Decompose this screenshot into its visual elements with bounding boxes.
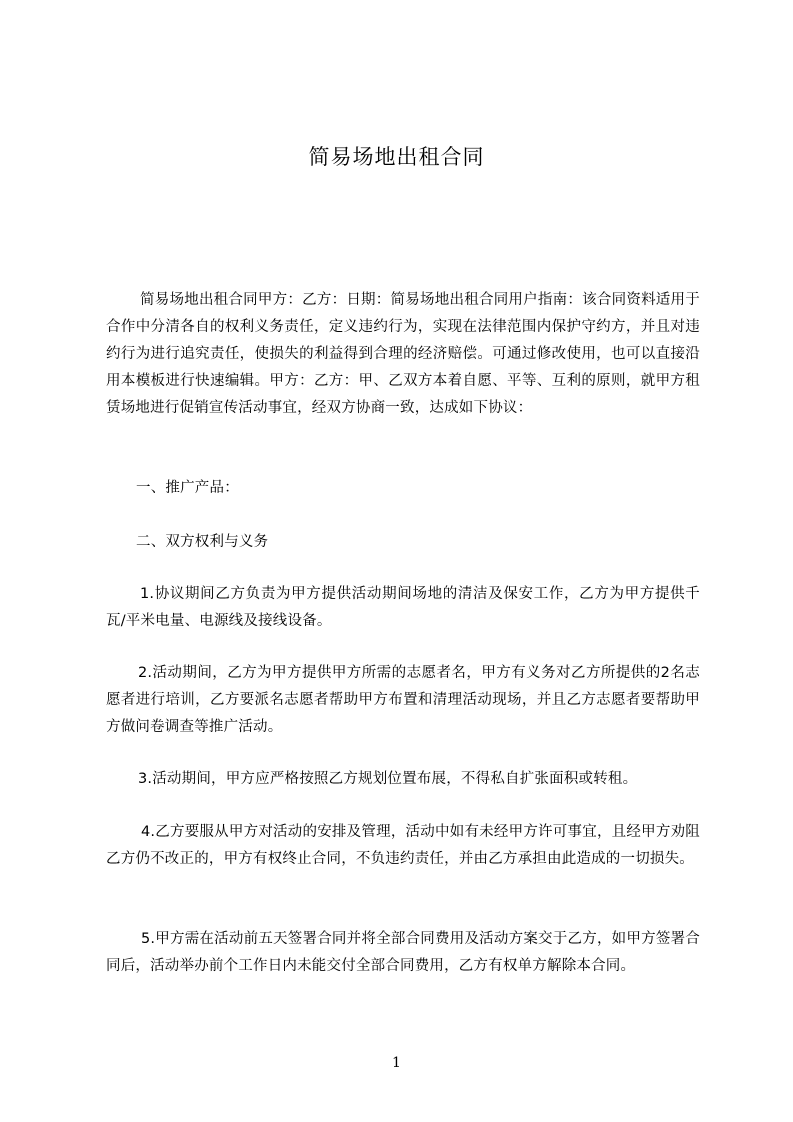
clause-3: 3.活动期间，甲方应严格按照乙方规划位置布展，不得私自扩张面积或转租。 (138, 771, 638, 787)
document-title: 简易场地出租合同 (308, 145, 485, 169)
clause-1: 1.协议期间乙方负责为甲方提供活动期间场地的清洁及保安工作，乙方为甲方提供千瓦/平米电量、电源线及接线设备。 (106, 586, 700, 629)
clause-4: 4.乙方要服从甲方对活动的安排及管理，活动中如有未经甲方许可事宜，且经甲方劝阻乙方仍不改正的，甲方有权终止合同，不负违约责任，并由乙方承担由此造成的一切损失。 (106, 824, 700, 867)
section-heading-rights-obligations: 二、双方权利与义务 (136, 534, 269, 550)
clause-5: 5.甲方需在活动前五天签署合同并将全部合同费用及活动方案交于乙方，如甲方签署合同后，活动举办前个工作日内未能交付全部合同费用，乙方有权单方解除本合同。 (106, 931, 700, 974)
intro-paragraph: 简易场地出租合同甲方：乙方：日期：简易场地出租合同用户指南：该合同资料适用于合作中分清各自的权利义务责任，定义违约行为，实现在法律范围内保护守约方，并且对违约行为进行追究责任，使损失的利益得到合理的经济赔偿。可通过修改使用，也可以直接沿用本模板进行快速编辑。甲方：乙方：甲、乙双方本着自愿、平等、互利的原则，就甲方租赁场地进行促销宣传活动事宜，经双方协商一致，达成如下协议： (106, 292, 700, 416)
page-number: 1 (392, 1055, 401, 1071)
section-heading-products: 一、推广产品： (136, 480, 239, 496)
clause-2: 2.活动期间，乙方为甲方提供甲方所需的志愿者名，甲方有义务对乙方所提供的2名志愿者进行培训，乙方要派名志愿者帮助甲方布置和清理活动现场，并且乙方志愿者要帮助甲方做问卷调查等推广活动。 (106, 665, 700, 735)
